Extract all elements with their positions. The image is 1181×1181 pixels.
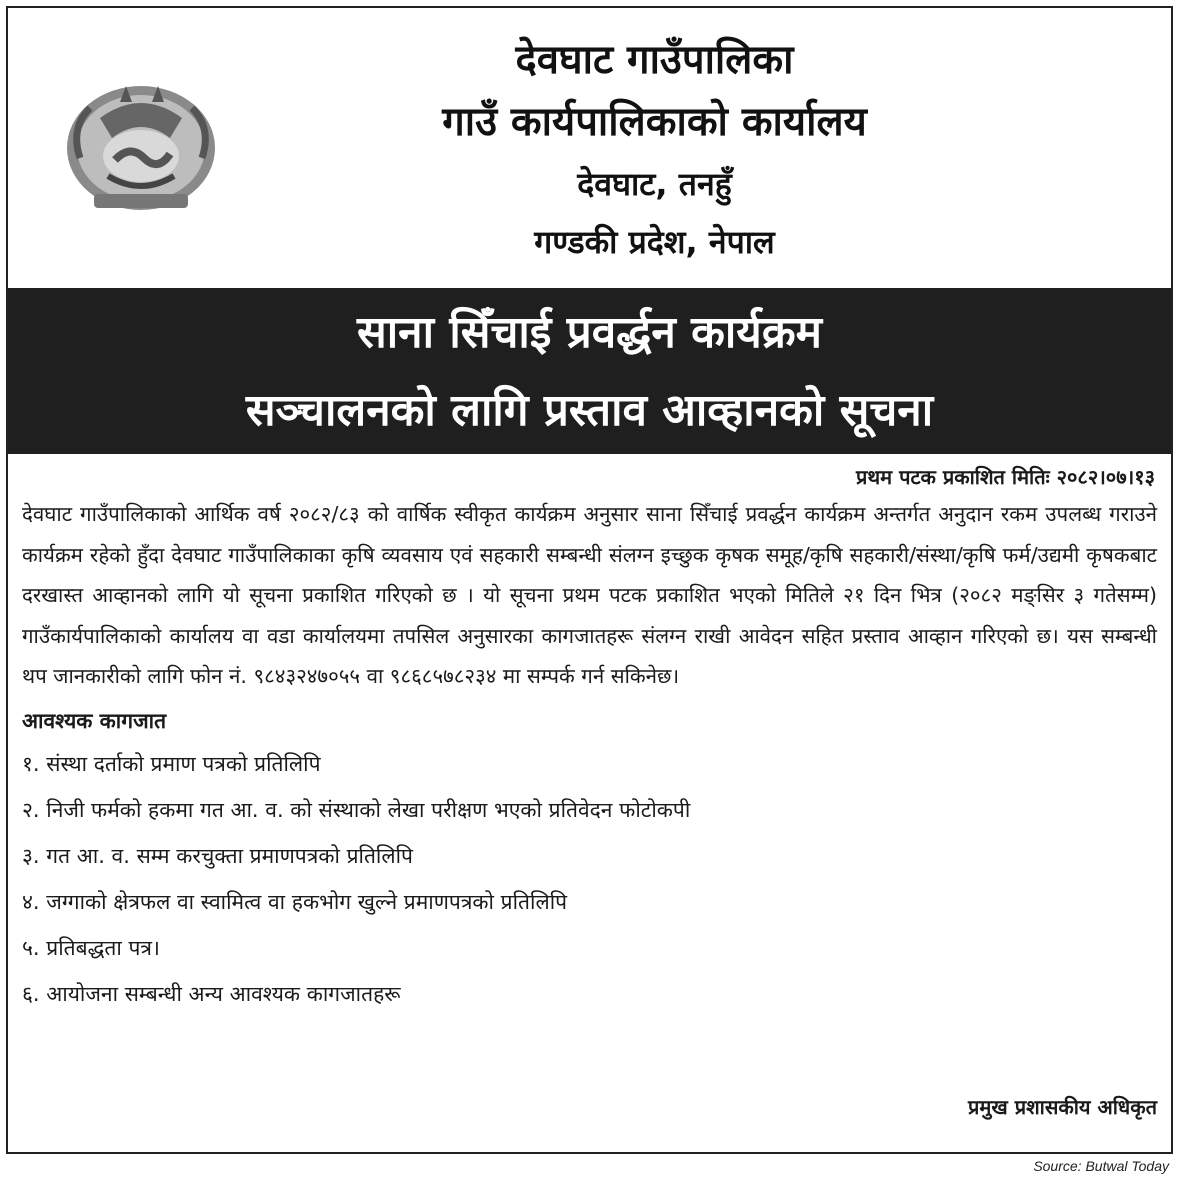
signatory-title: प्रमुख प्रशासकीय अधिकृत xyxy=(968,1095,1157,1119)
notice-title-line1: साना सिँचाई प्रवर्द्धन कार्यक्रम xyxy=(357,307,822,358)
document-item: ३. गत आ. व. सम्म करचुक्ता प्रमाणपत्रको प्रतिलिपि xyxy=(22,843,413,868)
notice-title-banner xyxy=(8,288,1171,454)
notice-content xyxy=(22,460,1157,1017)
document-item: २. निजी फर्मको हकमा गत आ. व. को संस्थाको लेखा परीक्षण भएको प्रतिवेदन फोटोकपी xyxy=(22,797,691,822)
document-item: ५. प्रतिबद्धता पत्र। xyxy=(22,935,160,960)
notice-title-line2: सञ्चालनको लागि प्रस्ताव आव्हानको सूचना xyxy=(245,385,934,436)
notice-frame xyxy=(6,6,1173,1154)
document-item: १. संस्था दर्ताको प्रमाण पत्रको प्रतिलिपि xyxy=(22,751,321,776)
source-credit: Source: Butwal Today xyxy=(1033,1158,1169,1174)
office-name: देवघाट गाउँपालिका xyxy=(515,37,794,83)
required-documents-list xyxy=(22,741,1157,1017)
notice-header xyxy=(8,8,1171,288)
publication-date: प्रथम पटक प्रकाशित मितिः २०८२।०७।१३ xyxy=(856,465,1155,489)
document-item: ४. जग्गाको क्षेत्रफल वा स्वामित्व वा हकभोग खुल्ने प्रमाणपत्रको प्रतिलिपि xyxy=(22,889,568,914)
required-documents-heading: आवश्यक कागजात xyxy=(22,708,167,733)
document-item: ६. आयोजना सम्बन्धी अन्य आवश्यक कागजातहरू xyxy=(22,981,401,1006)
office-province: गण्डकी प्रदेश, नेपाल xyxy=(534,223,775,261)
header-lines xyxy=(138,30,1171,270)
office-address: देवघाट, तनहुँ xyxy=(577,165,732,203)
notice-paragraph: देवघाट गाउँपालिकाको आर्थिक वर्ष २०८२/८३ को वार्षिक स्वीकृत कार्यक्रम अनुसार साना सिँचाई प्रवर्द्धन कार्यक्रम अन्तर्गत अनुदान रकम उपलब्ध गराउने कार्यक्रम रहेको हुँदा देवघाट गाउँपालिकाका कृषि व्यवसाय एवं सहकारी सम्बन्धी संलग्न इच्छुक कृषक समूह/कृषि सहकारी/संस्था/कृषि फर्म/उद्यमी कृषकबाट दरखास्त आव्हानको लागि यो सूचना प्रकाशित गरिएको छ । यो सूचना प्रथम पटक प्रकाशित भएको मितिले २१ दिन भित्र (२०८२ मङ्सिर ३ गतेसम्म) गाउँकार्यपालिकाको कार्यालय वा वडा कार्यालयमा तपसिल अनुसारका कागजातहरू संलग्न राखी आवेदन सहित प्रस्ताव आव्हान गरिएको छ। यस सम्बन्धी थप जानकारीको लागि फोन नं. ९८४३२४७०५५ वा ९८६८५७८२३४ मा सम्पर्क गर्न सकिनेछ। xyxy=(22,502,1157,688)
office-subtitle: गाउँ कार्यपालिकाको कार्यालय xyxy=(442,99,867,145)
